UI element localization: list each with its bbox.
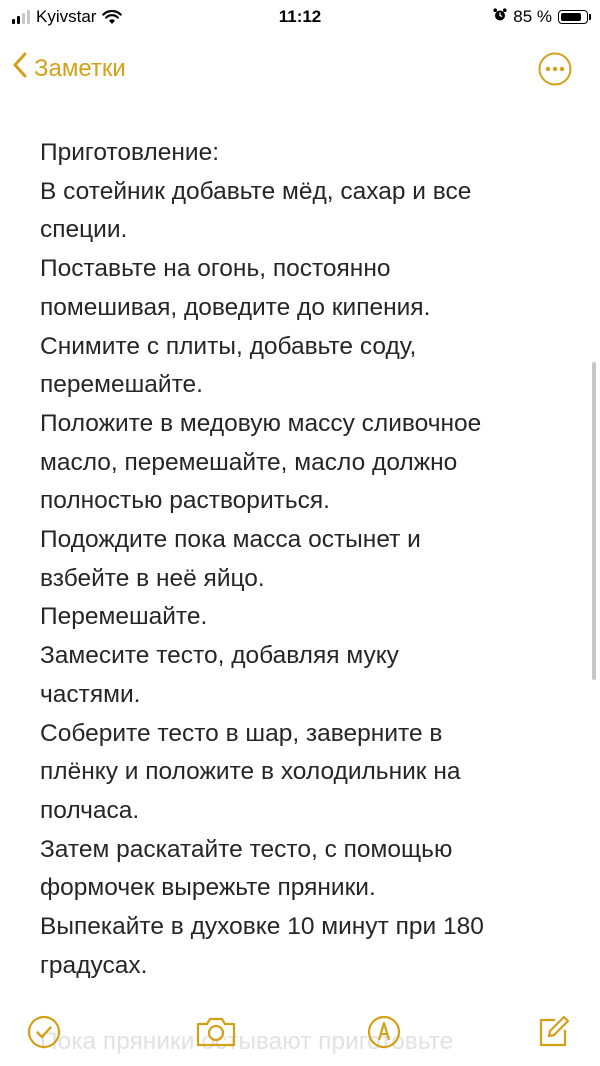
status-time: 11:12 — [278, 7, 322, 26]
battery-level — [561, 13, 581, 21]
back-button-label: Заметки — [34, 54, 126, 82]
note-line: специи. — [40, 216, 128, 244]
ellipsis-circle-icon — [538, 52, 572, 86]
markup-icon — [366, 1014, 402, 1050]
note-line: взбейте в неё яйцо. — [40, 564, 265, 592]
markup-button[interactable] — [366, 1014, 406, 1054]
bottom-toolbar — [0, 1008, 600, 1058]
note-line: масло, перемешайте, масло должно — [40, 448, 458, 476]
checklist-button[interactable] — [26, 1014, 66, 1054]
alarm-icon — [493, 7, 507, 27]
note-line: Поставьте на огонь, постоянно — [40, 255, 391, 283]
note-line: помешивая, доведите до кипения. — [40, 293, 431, 321]
more-options-button[interactable] — [538, 52, 572, 86]
battery-icon — [558, 10, 588, 24]
battery-percent: 85 % — [513, 7, 552, 26]
note-line: Замесите тесто, добавляя муку — [40, 642, 399, 670]
compose-icon — [535, 1014, 571, 1050]
note-line: Затем раскатайте тесто, с помощью — [40, 835, 453, 863]
note-line: Перемешайте. — [40, 603, 208, 631]
status-bar — [0, 0, 600, 34]
note-line: В сотейник добавьте мёд, сахар и все — [40, 177, 472, 205]
note-line: Подождите пока масса остынет и — [40, 526, 421, 554]
checklist-icon — [26, 1014, 62, 1050]
nav-bar — [0, 44, 600, 94]
camera-icon — [194, 1014, 238, 1050]
note-line: Выпекайте в духовке 10 минут при 180 — [40, 913, 484, 941]
carrier-name: Kyivstar — [36, 7, 97, 26]
note-line: частями. — [40, 680, 141, 708]
note-line: полностью раствориться. — [40, 487, 330, 515]
note-line: Соберите тесто в шар, заверните в — [40, 719, 443, 747]
status-right — [493, 7, 588, 27]
note-line: плёнку и положите в холодильник на — [40, 758, 461, 786]
note-line: полчаса. — [40, 796, 140, 824]
scroll-indicator[interactable] — [592, 362, 596, 680]
note-line: перемешайте. — [40, 371, 203, 399]
note-line: формочек вырежьте пряники. — [40, 874, 376, 902]
note-line: Приготовление: — [40, 139, 220, 166]
note-line: градусах. — [40, 951, 148, 979]
camera-button[interactable] — [194, 1014, 234, 1054]
note-body[interactable] — [40, 134, 564, 985]
note-line: Снимите с плиты, добавьте соду, — [40, 332, 417, 360]
back-button[interactable] — [12, 52, 126, 85]
note-line: Положите в медовую массу сливочное — [40, 409, 482, 437]
chevron-left-icon — [12, 52, 28, 85]
note-peek-line: Пока пряники остывают приготовьте — [40, 1028, 454, 1055]
compose-button[interactable] — [535, 1014, 575, 1054]
